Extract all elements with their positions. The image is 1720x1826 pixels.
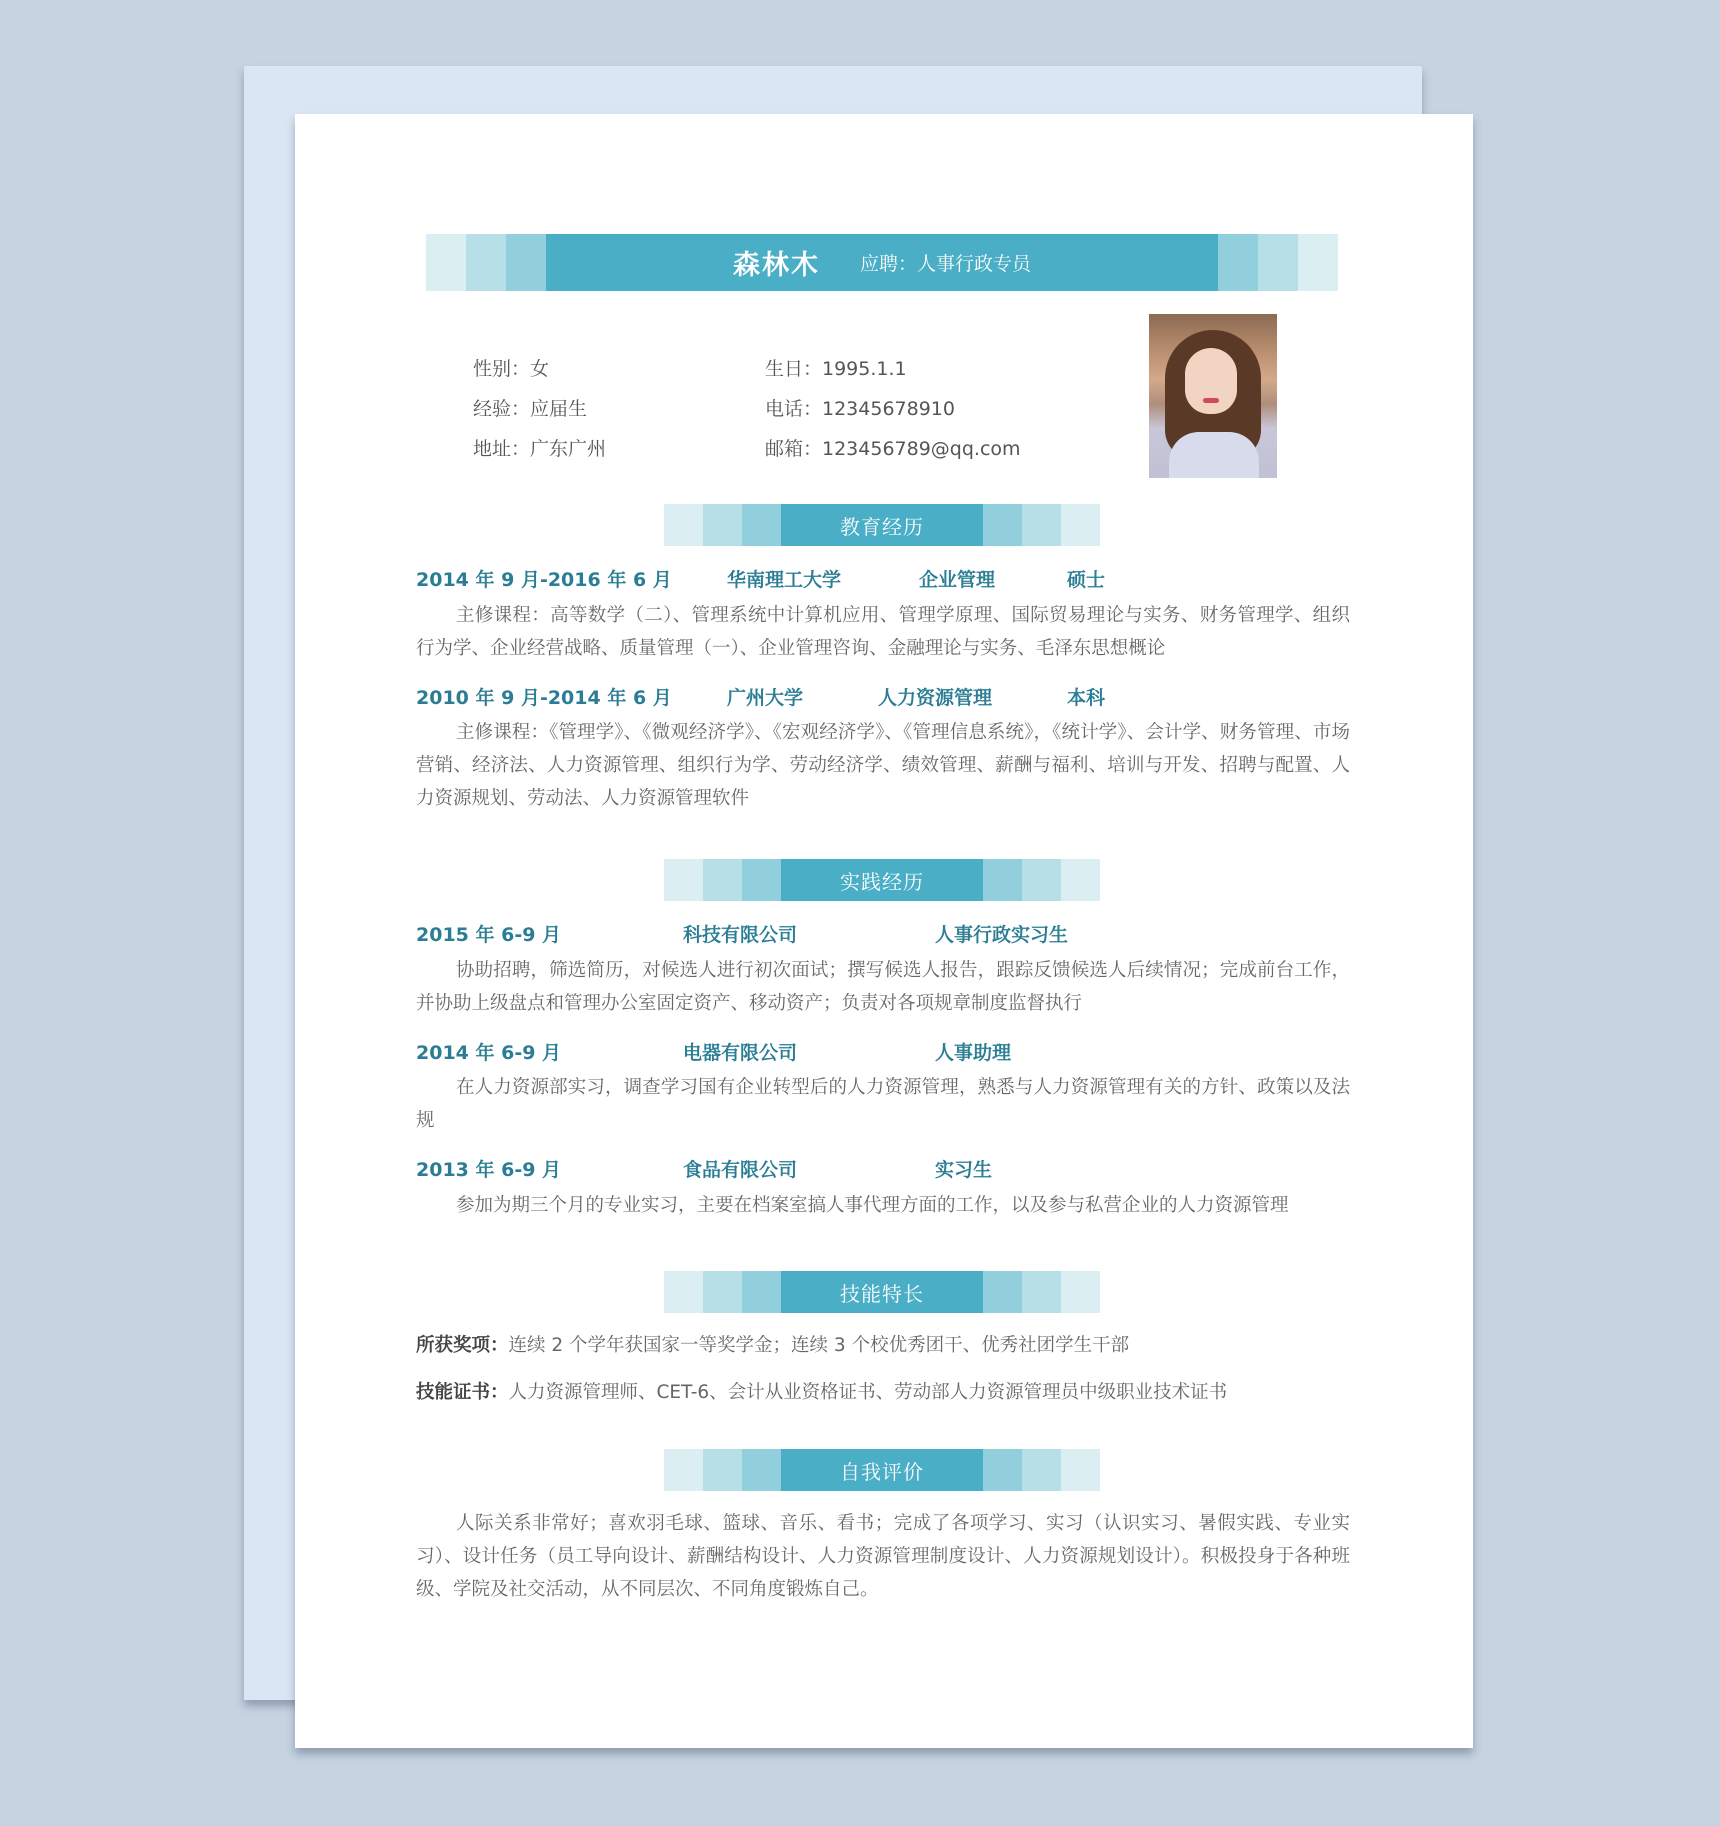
title-tint [983,859,1022,901]
title-tint [1061,1271,1100,1313]
practice-entry-head [416,1155,1346,1183]
self-eval-text: 人际关系非常好；喜欢羽毛球、篮球、音乐、看书；完成了各项学习、实习（认识实习、暑假实践、专业实习）、设计任务（员工导向设计、薪酬结构设计、人力资源管理制度设计、人力资源规划设计）。积极投身于各种班级、学院及社交活动，从不同层次、不同角度锻炼自己。 [416,1513,1350,1600]
section-label: 技能特长 [781,1271,983,1313]
birthday: 生日：1995.1.1 [765,357,907,380]
edu-desc: 主修课程：《管理学》、《微观经济学》、《宏观经济学》、《管理信息系统》，《统计学》、会计学、财务管理、市场营销、经济法、人力资源管理、组织行为学、劳动经济学、绩效管理、薪酬与福利、培训与开发、招聘与配置、人力资源规划、劳动法、人力资源管理软件 [416,722,1350,809]
awards-line [416,1331,1350,1361]
title-tint [1061,504,1100,546]
section-label: 教育经历 [781,504,983,546]
info-row [473,427,1093,467]
edu-degree: 硕士 [1067,569,1106,591]
photo-lips [1203,398,1219,403]
gender: 性别：女 [473,357,550,380]
phone: 电话：12345678910 [765,397,955,420]
title-tint [703,504,742,546]
address: 地址：广东广州 [473,437,607,460]
experience: 经验：应届生 [473,397,588,420]
title-tint [1022,504,1061,546]
job-desc: 参加为期三个月的专业实习，主要在档案室搞人事代理方面的工作，以及参与私营企业的人力资源管理 [456,1195,1289,1216]
header-banner [426,234,1338,291]
edu-period: 2010 年 9 月-2014 年 6 月 [416,687,672,709]
certs-label: 技能证书： [416,1382,509,1403]
section-title-self-eval [664,1449,1100,1491]
awards-text: 连续 2 个学年获国家一等奖学金；连续 3 个校优秀团干、优秀社团学生干部 [508,1335,1130,1356]
title-tint [1061,1449,1100,1491]
title-tint [1022,859,1061,901]
candidate-name: 森林木 [732,250,820,281]
info-row [473,347,1093,387]
job-period: 2015 年 6-9 月 [416,924,562,946]
job-desc: 在人力资源部实习，调查学习国有企业转型后的人力资源管理，熟悉与人力资源管理有关的方针、政策以及法规 [416,1077,1350,1131]
title-tint [742,859,781,901]
applied-position: 应聘：人事行政专员 [859,253,1031,275]
title-tint [664,1449,703,1491]
certs-line [416,1378,1350,1408]
awards-label: 所获奖项： [416,1335,509,1356]
title-tint [983,504,1022,546]
info-row [473,387,1093,427]
title-tint [983,1449,1022,1491]
title-tint [703,1271,742,1313]
banner-tint [426,234,466,291]
job-role: 人事行政实习生 [935,924,1069,946]
practice-entry-head [416,920,1346,948]
edu-desc: 主修课程：高等数学（二）、管理系统中计算机应用、管理学原理、国际贸易理论与实务、财务管理学、组织行为学、企业经营战略、质量管理（一）、企业管理咨询、金融理论与实务、毛泽东思想概论 [416,605,1350,659]
personal-info [473,347,1093,467]
photo-face [1185,348,1237,414]
title-tint [664,1271,703,1313]
title-tint [1022,1271,1061,1313]
edu-period: 2014 年 9 月-2016 年 6 月 [416,569,672,591]
title-tint [703,859,742,901]
title-tint [742,504,781,546]
practice-entry-head [416,1038,1346,1066]
resume-page [295,114,1473,1748]
profile-photo [1149,314,1277,478]
section-label: 实践经历 [781,859,983,901]
section-title-education [664,504,1100,546]
title-tint [703,1449,742,1491]
banner-tint [1258,234,1298,291]
edu-school: 广州大学 [727,687,804,709]
edu-school: 华南理工大学 [727,569,842,591]
email: 邮箱：123456789@qq.com [765,437,1021,460]
job-desc: 协助招聘，筛选简历，对候选人进行初次面试；撰写候选人报告，跟踪反馈候选人后续情况；完成前台工作，并协助上级盘点和管理办公室固定资产、移动资产；负责对各项规章制度监督执行 [416,960,1350,1014]
edu-major: 企业管理 [919,569,996,591]
title-tint [742,1271,781,1313]
banner-tint [1298,234,1338,291]
edu-major: 人力资源管理 [878,687,993,709]
title-tint [664,859,703,901]
education-entry-head [416,565,1346,593]
job-company: 食品有限公司 [683,1159,798,1181]
banner-tint [466,234,506,291]
edu-degree: 本科 [1067,687,1106,709]
section-label: 自我评价 [781,1449,983,1491]
education-entry-head [416,683,1346,711]
title-tint [1061,859,1100,901]
section-title-practice [664,859,1100,901]
job-company: 电器有限公司 [683,1042,798,1064]
banner-tint [506,234,546,291]
title-tint [1022,1449,1061,1491]
banner-tint [1218,234,1258,291]
job-role: 人事助理 [935,1042,1012,1064]
section-title-skills [664,1271,1100,1313]
title-tint [664,504,703,546]
title-tint [742,1449,781,1491]
title-tint [983,1271,1022,1313]
job-company: 科技有限公司 [683,924,798,946]
job-period: 2013 年 6-9 月 [416,1159,562,1181]
banner-main [546,234,1218,291]
job-role: 实习生 [935,1159,993,1181]
certs-text: 人力资源管理师、CET-6、会计从业资格证书、劳动部人力资源管理员中级职业技术证书 [508,1382,1228,1403]
photo-body [1169,432,1259,478]
job-period: 2014 年 6-9 月 [416,1042,562,1064]
